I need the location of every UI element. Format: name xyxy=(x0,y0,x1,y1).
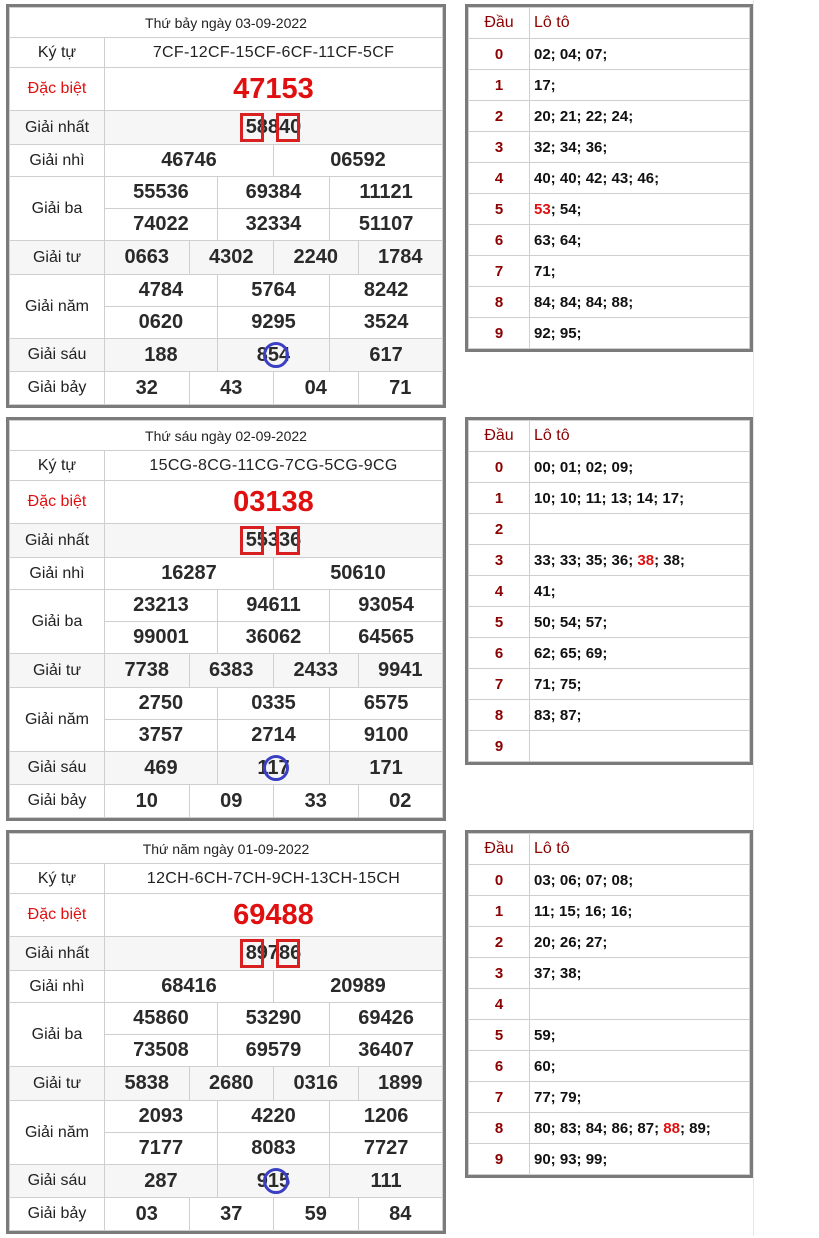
seventh-prize-value: 10 xyxy=(105,785,190,818)
loto-values-text: 63; 64; xyxy=(534,231,582,249)
loto-row xyxy=(469,256,750,287)
second-prize-value: 68416 xyxy=(105,971,274,1003)
fifth-prize-value: 5764 xyxy=(217,275,329,306)
draw-block xyxy=(0,413,819,825)
first-prize-value: 58840 xyxy=(245,116,302,138)
fourth-prize-value: 2240 xyxy=(274,241,359,275)
loto-row xyxy=(469,163,750,194)
dau-digit: 0 xyxy=(469,865,530,896)
third-prize-value: 64565 xyxy=(358,626,414,648)
dau-digit: 3 xyxy=(469,132,530,163)
first-prize xyxy=(246,116,302,139)
fourth-prize-value: 0316 xyxy=(274,1067,359,1101)
highlight-box xyxy=(276,526,300,555)
loto-values-text: 10; 10; 11; 13; 14; 17; xyxy=(534,489,685,507)
dau-digit: 1 xyxy=(469,483,530,514)
label-giai-nhat: Giải nhất xyxy=(10,111,105,145)
loto-values xyxy=(530,865,750,896)
highlight-box xyxy=(240,939,264,968)
first-prize xyxy=(246,529,302,552)
third-prize-value: 23213 xyxy=(105,590,217,621)
loto-row xyxy=(469,483,750,514)
result-table xyxy=(6,417,446,821)
second-prize-value: 16287 xyxy=(105,558,274,590)
dau-digit: 8 xyxy=(469,287,530,318)
dau-header: Đầu xyxy=(469,8,530,39)
seventh-prize-value: 03 xyxy=(105,1198,190,1231)
label-giai-tu: Giải tư xyxy=(10,1067,105,1101)
fourth-prize-value: 1899 xyxy=(358,1067,443,1101)
label-giai-bay: Giải bảy xyxy=(10,372,105,405)
label-dac-biet: Đặc biệt xyxy=(10,68,105,111)
seventh-prize-value: 33 xyxy=(274,785,359,818)
seventh-prize-value: 04 xyxy=(274,372,359,405)
loto-values-pre: 33; 33; 35; 36; xyxy=(534,551,638,569)
fifth-prize-value: 2714 xyxy=(217,720,329,751)
seventh-prize-value: 43 xyxy=(189,372,274,405)
loto-row xyxy=(469,865,750,896)
highlight-circle xyxy=(263,342,289,368)
ky-tu-value: 12CH-6CH-7CH-9CH-13CH-15CH xyxy=(105,864,443,894)
first-prize-value: 89786 xyxy=(245,942,302,964)
third-prize-value: 69384 xyxy=(217,177,329,208)
loto-values-text: 84; 84; 84; 88; xyxy=(534,293,634,311)
loto-values-text: 50; 54; 57; xyxy=(534,613,608,631)
loto-values xyxy=(530,1082,750,1113)
third-prize-value: 36407 xyxy=(358,1039,414,1061)
dau-digit: 7 xyxy=(469,256,530,287)
label-ky-tu: Ký tự xyxy=(10,38,105,68)
third-prize-value: 94611 xyxy=(217,590,329,621)
loto-row xyxy=(469,638,750,669)
loto-row xyxy=(469,700,750,731)
loto-header: Lô tô xyxy=(530,834,750,865)
loto-table xyxy=(465,4,753,352)
label-dac-biet: Đặc biệt xyxy=(10,481,105,524)
draw-block xyxy=(0,826,819,1238)
seventh-prize-value: 71 xyxy=(358,372,443,405)
label-giai-ba: Giải ba xyxy=(10,590,105,654)
third-prize-value: 11121 xyxy=(359,181,413,203)
loto-values xyxy=(530,483,750,514)
highlight-box xyxy=(276,113,300,142)
third-prize-value: 51107 xyxy=(358,213,414,235)
fifth-prize-value: 2750 xyxy=(105,688,217,719)
sixth-prize-value: 915 xyxy=(256,1169,291,1192)
label-giai-sau: Giải sáu xyxy=(10,1165,105,1198)
dau-digit: 6 xyxy=(469,1051,530,1082)
highlight-box xyxy=(240,526,264,555)
third-prize-value: 36062 xyxy=(217,622,329,653)
label-giai-tu: Giải tư xyxy=(10,241,105,275)
loto-row xyxy=(469,225,750,256)
loto-row xyxy=(469,1020,750,1051)
fifth-prize-value: 9100 xyxy=(363,724,409,746)
loto-values-text: 41; xyxy=(534,582,556,600)
dau-digit: 3 xyxy=(469,545,530,576)
loto-row xyxy=(469,545,750,576)
label-giai-nhi: Giải nhì xyxy=(10,145,105,177)
loto-values xyxy=(530,39,750,70)
label-giai-nhi: Giải nhì xyxy=(10,558,105,590)
loto-row xyxy=(469,576,750,607)
loto-values xyxy=(530,514,750,545)
label-giai-nhi: Giải nhì xyxy=(10,971,105,1003)
fifth-prize-value: 9295 xyxy=(217,307,329,338)
dau-header: Đầu xyxy=(469,421,530,452)
loto-row xyxy=(469,132,750,163)
fifth-prize-value: 7177 xyxy=(105,1133,217,1164)
second-prize-value: 50610 xyxy=(274,558,443,590)
result-table xyxy=(6,830,446,1234)
loto-row xyxy=(469,39,750,70)
loto-values xyxy=(530,607,750,638)
highlight-box xyxy=(240,113,264,142)
loto-values-text: 32; 34; 36; xyxy=(534,138,608,156)
sixth-prize-value: 854 xyxy=(256,343,291,366)
sixth-prize-highlight xyxy=(257,344,290,367)
dau-digit: 5 xyxy=(469,607,530,638)
fifth-prize-value: 0620 xyxy=(105,307,217,338)
sixth-prize-value: 617 xyxy=(369,343,403,366)
third-prize-value: 93054 xyxy=(358,594,414,616)
loto-values xyxy=(530,896,750,927)
dau-digit: 4 xyxy=(469,163,530,194)
loto-row xyxy=(469,70,750,101)
loto-values-text: 90; 93; 99; xyxy=(534,1150,608,1168)
loto-row xyxy=(469,318,750,349)
fourth-prize-value: 4302 xyxy=(189,241,274,275)
loto-values xyxy=(530,70,750,101)
highlight-box xyxy=(276,939,300,968)
loto-values xyxy=(530,545,750,576)
loto-values xyxy=(530,194,750,225)
third-prize-value: 53290 xyxy=(217,1003,329,1034)
dau-digit: 8 xyxy=(469,1113,530,1144)
loto-values-text: 03; 06; 07; 08; xyxy=(534,871,634,889)
sixth-prize-highlight xyxy=(257,757,289,780)
label-giai-ba: Giải ba xyxy=(10,1003,105,1067)
fifth-prize-value: 0335 xyxy=(217,688,329,719)
draw-block xyxy=(0,0,819,412)
loto-values-text: 40; 40; 42; 43; 46; xyxy=(534,169,660,187)
highlight-circle xyxy=(263,1168,289,1194)
seventh-prize-value: 84 xyxy=(358,1198,443,1231)
loto-row xyxy=(469,101,750,132)
second-prize-value: 20989 xyxy=(274,971,443,1003)
special-prize: 47153 xyxy=(105,68,443,111)
seventh-prize-value: 09 xyxy=(189,785,274,818)
dau-digit: 0 xyxy=(469,452,530,483)
loto-values-text: 71; 75; xyxy=(534,675,582,693)
fifth-prize-value: 3757 xyxy=(105,720,217,751)
label-dac-biet: Đặc biệt xyxy=(10,894,105,937)
draw-title: Thứ sáu ngày 02-09-2022 xyxy=(10,421,443,451)
loto-values xyxy=(530,1020,750,1051)
first-prize xyxy=(246,942,302,965)
fifth-prize-value: 2093 xyxy=(105,1101,217,1132)
label-giai-ba: Giải ba xyxy=(10,177,105,241)
fourth-prize-value: 9941 xyxy=(358,654,443,688)
loto-values-text: 00; 01; 02; 09; xyxy=(534,458,634,476)
dau-digit: 2 xyxy=(469,927,530,958)
label-ky-tu: Ký tự xyxy=(10,864,105,894)
loto-values xyxy=(530,989,750,1020)
loto-values-text: 59; xyxy=(534,1026,556,1044)
label-giai-bay: Giải bảy xyxy=(10,1198,105,1231)
loto-values xyxy=(530,163,750,194)
loto-values-text: 71; xyxy=(534,262,556,280)
fourth-prize-value: 1784 xyxy=(358,241,443,275)
result-table xyxy=(6,4,446,408)
dau-digit: 1 xyxy=(469,896,530,927)
loto-values xyxy=(530,452,750,483)
sixth-prize-value: 117 xyxy=(257,756,290,779)
seventh-prize-value: 37 xyxy=(189,1198,274,1231)
second-prize-value: 06592 xyxy=(274,145,443,177)
second-prize-value: 46746 xyxy=(105,145,274,177)
sixth-prize-highlight xyxy=(257,1170,290,1193)
third-prize-value: 69426 xyxy=(358,1007,414,1029)
label-giai-nam: Giải năm xyxy=(10,1101,105,1165)
fifth-prize-value: 4784 xyxy=(105,275,217,306)
loto-values-text: 62; 65; 69; xyxy=(534,644,608,662)
fifth-prize-value: 4220 xyxy=(217,1101,329,1132)
special-prize: 69488 xyxy=(105,894,443,937)
loto-values-text: ; 89; xyxy=(679,1119,711,1137)
loto-values-text: 77; 79; xyxy=(534,1088,582,1106)
loto-values xyxy=(530,132,750,163)
label-giai-bay: Giải bảy xyxy=(10,785,105,818)
fifth-prize-value: 3524 xyxy=(363,311,409,333)
sixth-prize-value: 188 xyxy=(144,343,178,366)
fifth-prize-value: 7727 xyxy=(363,1137,409,1159)
loto-values xyxy=(530,700,750,731)
sixth-prize-value: 171 xyxy=(369,756,403,779)
label-giai-tu: Giải tư xyxy=(10,654,105,688)
loto-values-text: 60; xyxy=(534,1057,556,1075)
loto-special-value: 38 xyxy=(637,551,655,569)
loto-values-text: 37; 38; xyxy=(534,964,582,982)
fourth-prize-value: 5838 xyxy=(105,1067,190,1101)
loto-values xyxy=(530,256,750,287)
label-ky-tu: Ký tự xyxy=(10,451,105,481)
loto-values xyxy=(530,958,750,989)
loto-values xyxy=(530,287,750,318)
loto-values xyxy=(530,731,750,762)
loto-row xyxy=(469,194,750,225)
loto-values-text: 11; 15; 16; 16; xyxy=(534,902,633,920)
fifth-prize-value: 8242 xyxy=(363,279,409,301)
fifth-prize-value: 1206 xyxy=(363,1105,409,1127)
fourth-prize-value: 2680 xyxy=(189,1067,274,1101)
loto-values xyxy=(530,225,750,256)
sixth-prize-value: 287 xyxy=(144,1169,178,1192)
loto-values xyxy=(530,638,750,669)
fifth-prize-value: 6575 xyxy=(363,692,409,714)
dau-header: Đầu xyxy=(469,834,530,865)
loto-table xyxy=(465,417,753,765)
loto-values-text: ; 54; xyxy=(550,200,582,218)
loto-values-pre: 80; 83; 84; 86; 87; xyxy=(534,1119,664,1137)
label-giai-nhat: Giải nhất xyxy=(10,524,105,558)
dau-digit: 7 xyxy=(469,1082,530,1113)
dau-digit: 4 xyxy=(469,989,530,1020)
label-giai-nam: Giải năm xyxy=(10,275,105,339)
loto-row xyxy=(469,1082,750,1113)
sixth-prize-value: 469 xyxy=(144,756,178,779)
special-prize: 03138 xyxy=(105,481,443,524)
dau-digit: 6 xyxy=(469,225,530,256)
loto-values-text: 20; 21; 22; 24; xyxy=(534,107,634,125)
dau-digit: 0 xyxy=(469,39,530,70)
loto-row xyxy=(469,958,750,989)
dau-digit: 9 xyxy=(469,731,530,762)
loto-row xyxy=(469,1051,750,1082)
ky-tu-value: 7CF-12CF-15CF-6CF-11CF-5CF xyxy=(105,38,443,68)
fourth-prize-value: 0663 xyxy=(105,241,190,275)
loto-row xyxy=(469,669,750,700)
third-prize-value: 55536 xyxy=(105,177,217,208)
draw-title: Thứ năm ngày 01-09-2022 xyxy=(10,834,443,864)
loto-values-text: 92; 95; xyxy=(534,324,582,342)
loto-header: Lô tô xyxy=(530,421,750,452)
loto-special-value: 88 xyxy=(663,1119,680,1137)
loto-values-text: 17; xyxy=(534,76,556,94)
third-prize-value: 69579 xyxy=(217,1035,329,1066)
loto-row xyxy=(469,989,750,1020)
fifth-prize-value: 8083 xyxy=(217,1133,329,1164)
loto-values xyxy=(530,927,750,958)
third-prize-value: 73508 xyxy=(105,1035,217,1066)
label-giai-nam: Giải năm xyxy=(10,688,105,752)
third-prize-value: 99001 xyxy=(105,622,217,653)
dau-digit: 7 xyxy=(469,669,530,700)
highlight-circle xyxy=(263,755,289,781)
loto-row xyxy=(469,607,750,638)
loto-values-text: ; 38; xyxy=(654,551,685,569)
ky-tu-value: 15CG-8CG-11CG-7CG-5CG-9CG xyxy=(105,451,443,481)
dau-digit: 1 xyxy=(469,70,530,101)
loto-values xyxy=(530,1144,750,1175)
loto-special-value: 53 xyxy=(534,200,551,218)
dau-digit: 8 xyxy=(469,700,530,731)
loto-values xyxy=(530,1051,750,1082)
loto-values xyxy=(530,101,750,132)
dau-digit: 9 xyxy=(469,318,530,349)
label-giai-nhat: Giải nhất xyxy=(10,937,105,971)
fourth-prize-value: 6383 xyxy=(189,654,274,688)
dau-digit: 3 xyxy=(469,958,530,989)
loto-row xyxy=(469,287,750,318)
loto-values xyxy=(530,318,750,349)
loto-row xyxy=(469,927,750,958)
loto-values xyxy=(530,576,750,607)
dau-digit: 5 xyxy=(469,1020,530,1051)
draw-title: Thứ bảy ngày 03-09-2022 xyxy=(10,8,443,38)
fourth-prize-value: 2433 xyxy=(274,654,359,688)
loto-row xyxy=(469,514,750,545)
loto-row xyxy=(469,1144,750,1175)
seventh-prize-value: 32 xyxy=(105,372,190,405)
fourth-prize-value: 7738 xyxy=(105,654,190,688)
loto-values-text: 20; 26; 27; xyxy=(534,933,608,951)
dau-digit: 9 xyxy=(469,1144,530,1175)
dau-digit: 2 xyxy=(469,514,530,545)
label-giai-sau: Giải sáu xyxy=(10,339,105,372)
seventh-prize-value: 02 xyxy=(358,785,443,818)
loto-row xyxy=(469,896,750,927)
first-prize-value: 55336 xyxy=(245,529,302,551)
loto-row xyxy=(469,731,750,762)
label-giai-sau: Giải sáu xyxy=(10,752,105,785)
dau-digit: 4 xyxy=(469,576,530,607)
third-prize-value: 45860 xyxy=(105,1003,217,1034)
loto-row xyxy=(469,452,750,483)
sixth-prize-value: 111 xyxy=(370,1169,402,1192)
loto-table xyxy=(465,830,753,1178)
loto-row xyxy=(469,1113,750,1144)
third-prize-value: 32334 xyxy=(217,209,329,240)
loto-header: Lô tô xyxy=(530,8,750,39)
seventh-prize-value: 59 xyxy=(274,1198,359,1231)
dau-digit: 2 xyxy=(469,101,530,132)
third-prize-value: 74022 xyxy=(105,209,217,240)
loto-values xyxy=(530,669,750,700)
loto-values xyxy=(530,1113,750,1144)
dau-digit: 5 xyxy=(469,194,530,225)
loto-values-text: 02; 04; 07; xyxy=(534,45,608,63)
loto-values-text: 83; 87; xyxy=(534,706,582,724)
dau-digit: 6 xyxy=(469,638,530,669)
